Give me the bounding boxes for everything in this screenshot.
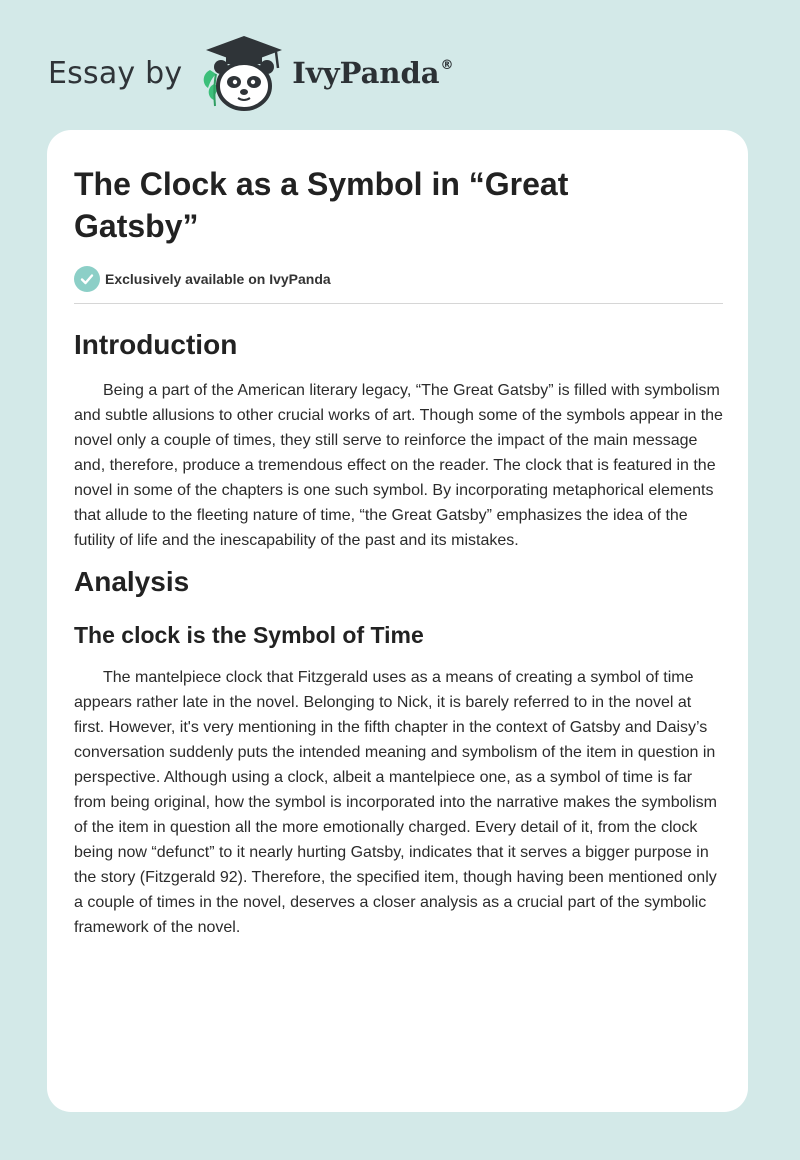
- exclusive-badge: [74, 265, 722, 293]
- graduation-cap-panda-logo-icon[interactable]: [196, 34, 286, 112]
- subsection-heading-clock-symbol: The clock is the Symbol of Time: [74, 622, 424, 648]
- page-title: The Clock as a Symbol in “Great Gatsby”: [74, 166, 569, 244]
- section-heading-introduction: Introduction: [74, 329, 238, 360]
- site-header: [48, 34, 454, 112]
- divider: [74, 303, 723, 304]
- exclusive-label: Exclusively available on IvyPanda: [105, 271, 331, 287]
- brand-name[interactable]: IvyPanda®: [292, 56, 454, 90]
- essay-by-label: Essay by: [48, 55, 183, 91]
- section-heading-analysis: Analysis: [74, 566, 190, 597]
- paragraph-introduction: Being a part of the American literary legacy, “The Great Gatsby” is filled with symbolism and subtle allusions to other crucial works of art. Though some of the symbols appear in the novel only a couple of times, they still serve to reinforce the impact of the main message and, therefore, produce a tremendous effect on the reader. The clock that is featured in the novel in some of the chapters is one such symbol. By incorporating metaphorical elements that allude to the fleeting nature of time, “the Great Gatsby” emphasizes the idea of the futility of life and the inescapability of the past and its mistakes.: [74, 382, 723, 549]
- paragraph-clock-symbol: The mantelpiece clock that Fitzgerald uses as a means of creating a symbol of time appears rather late in the novel. Belonging to Nick, it is barely referred to in the novel at first. However, it's very mentioning in the fifth chapter in the context of Gatsby and Daisy’s conversation suddenly puts the intended meaning and symbolism of the item in question in perspective. Although using a clock, albeit a mantelpiece one, as a symbol of time is far from being original, how the symbol is incorporated into the narrative makes the symbolism of the item in question all the more emotionally charged. Every detail of it, from the clock being now “defunct” to it nearly hurting Gatsby, indicates that it serves a bigger purpose in the story (Fitzgerald 92). Therefore, the specified item, though having been mentioned only a couple of times in the novel, deserves a closer analysis as a crucial part of the symbolic framework of the novel.: [74, 669, 717, 936]
- check-icon: [74, 266, 100, 292]
- registered-mark: ®: [440, 58, 454, 73]
- essay-card: [47, 130, 748, 1112]
